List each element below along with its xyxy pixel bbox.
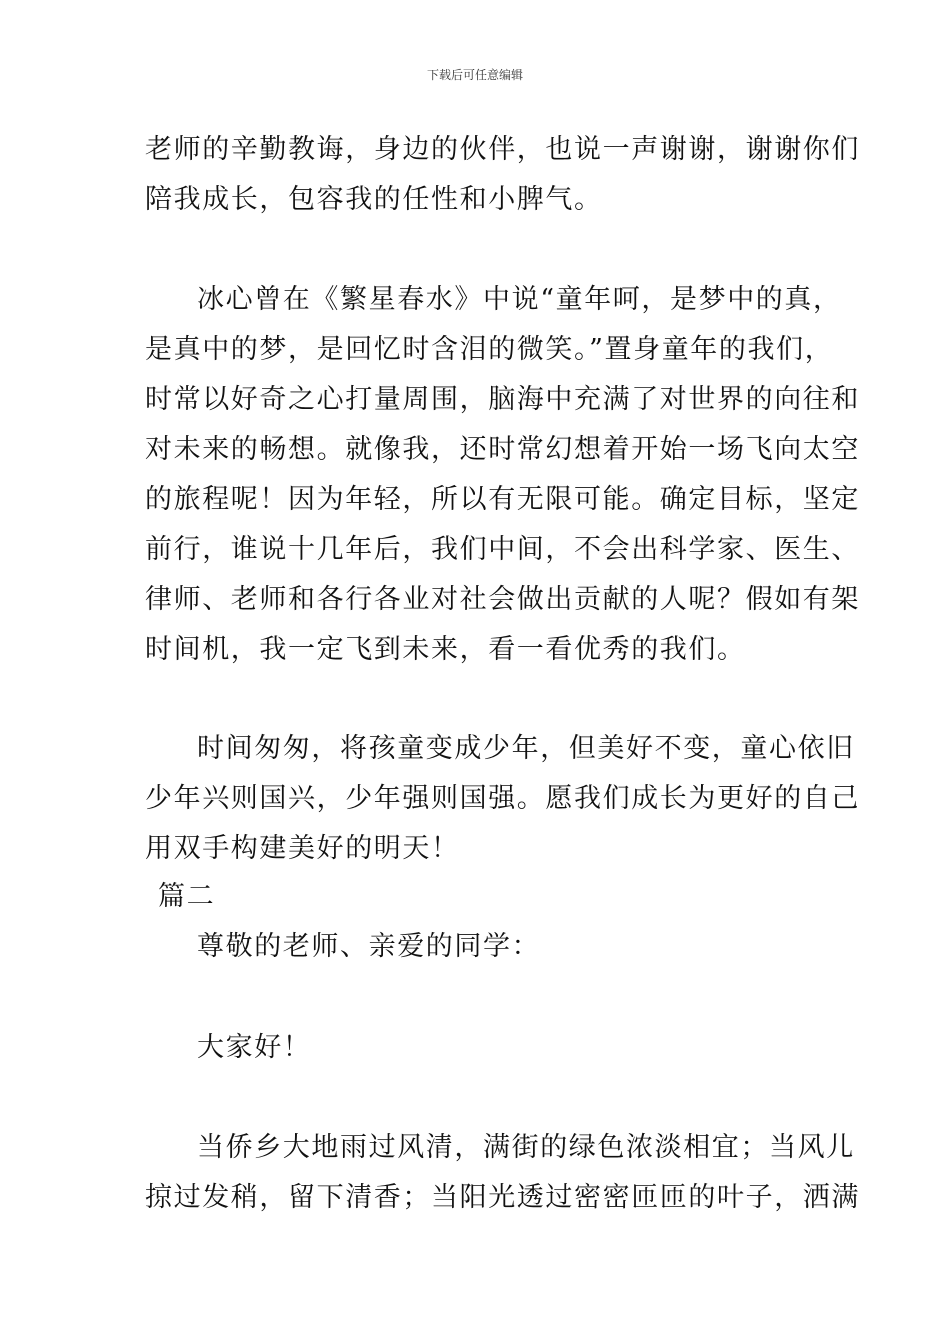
paragraph-line: 用双手构建美好的明天！ [145,833,460,864]
paragraph-line: 前行，谁说十几年后，我们中间，不会出科学家、医生、 [145,534,860,565]
paragraph-line: 少年兴则国兴，少年强则国强。愿我们成长为更好的自己 [145,783,860,814]
section-title: 篇二 [158,881,216,912]
salutation: 尊敬的老师、亲爱的同学： [197,931,541,962]
paragraph-line: 时间匆匆，将孩童变成少年，但美好不变，童心依旧 [197,733,855,764]
paragraph-line: 的旅程呢！因为年轻，所以有无限可能。确定目标，坚定 [145,484,860,515]
paragraph-line: 当侨乡大地雨过风清，满街的绿色浓淡相宜；当风儿 [197,1132,855,1163]
paragraph-line: 律师、老师和各行各业对社会做出贡献的人呢？假如有架 [145,584,860,615]
page-header-note: 下载后可任意编辑 [426,68,523,82]
paragraph-line: 对未来的畅想。就像我，还时常幻想着开始一场飞向太空 [145,434,860,465]
paragraph-line: 时间机，我一定飞到未来，看一看优秀的我们。 [145,634,746,665]
paragraph-line: 冰心曾在《繁星春水》中说“童年呵，是梦中的真， [197,284,842,315]
paragraph-line: 老师的辛勤教诲，身边的伙伴，也说一声谢谢，谢谢你们 [145,134,860,165]
paragraph-line: 是真中的梦，是回忆时含泪的微笑。”置身童年的我们， [145,334,834,365]
greeting: 大家好！ [197,1032,312,1063]
paragraph-line: 掠过发稍，留下清香；当阳光透过密密匝匝的叶子，洒满 [145,1182,860,1213]
paragraph-line: 时常以好奇之心打量周围，脑海中充满了对世界的向往和 [145,384,860,415]
paragraph-line: 陪我成长，包容我的任性和小脾气。 [145,184,603,215]
